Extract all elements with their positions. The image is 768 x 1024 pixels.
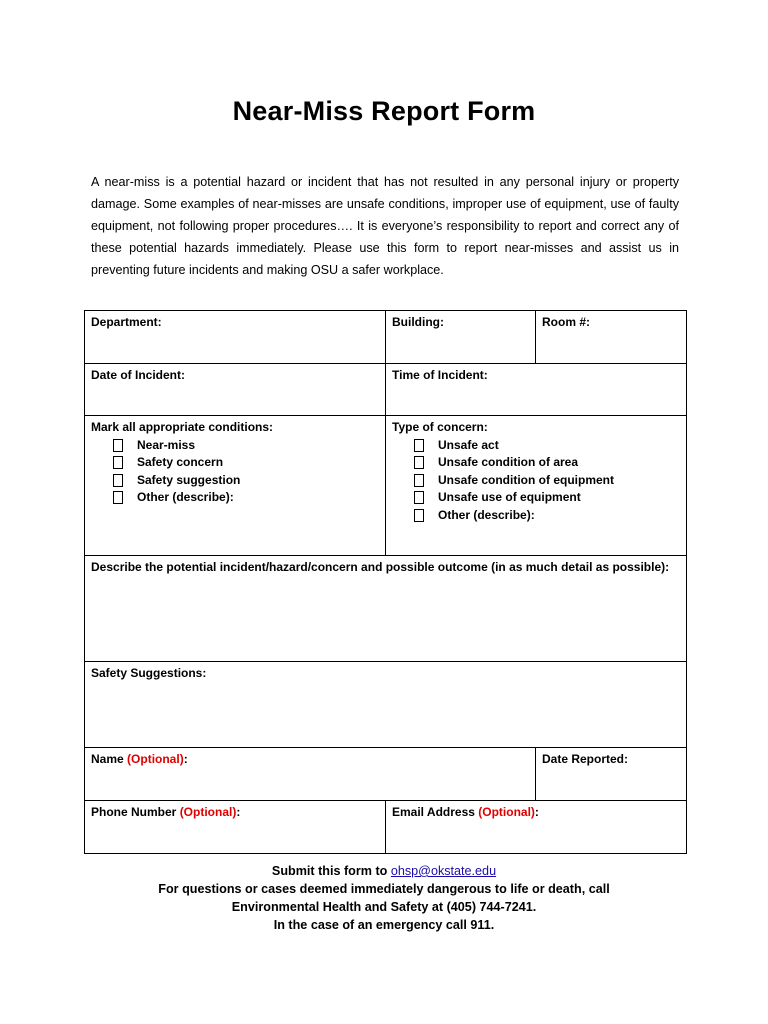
- optional-tag: (Optional): [478, 805, 535, 819]
- checkbox-icon[interactable]: [414, 509, 424, 522]
- safety-suggestions-label: Safety Suggestions:: [91, 666, 207, 680]
- date-of-incident-label: Date of Incident:: [91, 368, 186, 382]
- email-field[interactable]: [386, 801, 687, 854]
- footer: [0, 862, 768, 934]
- questions-line: For questions or cases deemed immediately dangerous to life or death, call: [158, 882, 610, 896]
- concern-option[interactable]: Unsafe use of equipment: [414, 489, 680, 507]
- room-label: Room #:: [542, 315, 590, 329]
- submit-email-link[interactable]: ohsp@okstate.edu: [390, 864, 497, 878]
- condition-option[interactable]: Safety suggestion: [113, 472, 379, 490]
- conditions-label: Mark all appropriate conditions:: [91, 420, 274, 434]
- email-label: Email Address (Optional):: [392, 805, 539, 819]
- condition-option[interactable]: Near-miss: [113, 437, 379, 455]
- safety-suggestions-field[interactable]: [85, 662, 687, 748]
- phone-label: Phone Number (Optional):: [91, 805, 241, 819]
- submit-line: Submit this form to ohsp@okstate.edu: [271, 864, 497, 878]
- concern-option[interactable]: Unsafe condition of equipment: [414, 472, 680, 490]
- checkbox-icon[interactable]: [414, 456, 424, 469]
- date-reported-label: Date Reported:: [542, 752, 629, 766]
- concern-option[interactable]: Other (describe):: [414, 507, 680, 525]
- conditions-list: [91, 437, 379, 507]
- contact-line: Environmental Health and Safety at (405) 744-7241.: [231, 900, 537, 914]
- checkbox-icon[interactable]: [113, 456, 123, 469]
- name-label: Name (Optional):: [91, 752, 188, 766]
- checkbox-icon[interactable]: [113, 474, 123, 487]
- intro-paragraph: A near-miss is a potential hazard or incident that has not resulted in any personal injury or property damage. Some examples of near-misses are unsafe conditions, improper use of equipment, use of faulty equipment, not following proper procedures…. It is everyone’s responsibility to report and correct any of these potential hazards immediately. Please use this form to report near-misses and assist us in preventing future incidents and making OSU a safer workplace.: [91, 174, 679, 277]
- building-label: Building:: [392, 315, 444, 329]
- page-title: Near-Miss Report Form: [232, 96, 536, 126]
- concern-list: [392, 437, 680, 525]
- room-field[interactable]: [536, 311, 687, 364]
- date-reported-field[interactable]: [536, 748, 687, 801]
- checkbox-icon[interactable]: [414, 474, 424, 487]
- phone-field[interactable]: [85, 801, 386, 854]
- concern-section: [386, 416, 687, 556]
- concern-option[interactable]: Unsafe act: [414, 437, 680, 455]
- name-field[interactable]: [85, 748, 536, 801]
- checkbox-icon[interactable]: [414, 439, 424, 452]
- report-form-table: [84, 310, 687, 854]
- emergency-line: In the case of an emergency call 911.: [273, 918, 495, 932]
- concern-label: Type of concern:: [392, 420, 488, 434]
- optional-tag: (Optional): [179, 805, 237, 819]
- describe-field[interactable]: [85, 556, 687, 662]
- describe-label: Describe the potential incident/hazard/concern and possible outcome (in as much detail as possible):: [91, 560, 670, 574]
- time-of-incident-label: Time of Incident:: [392, 368, 488, 382]
- checkbox-icon[interactable]: [113, 439, 123, 452]
- concern-option[interactable]: Unsafe condition of area: [414, 454, 680, 472]
- condition-option[interactable]: Other (describe):: [113, 489, 379, 507]
- department-field[interactable]: [85, 311, 386, 364]
- checkbox-icon[interactable]: [414, 491, 424, 504]
- building-field[interactable]: [386, 311, 536, 364]
- time-of-incident-field[interactable]: [386, 364, 687, 416]
- checkbox-icon[interactable]: [113, 491, 123, 504]
- optional-tag: (Optional): [127, 752, 184, 766]
- conditions-section: [85, 416, 386, 556]
- department-label: Department:: [91, 315, 162, 329]
- date-of-incident-field[interactable]: [85, 364, 386, 416]
- condition-option[interactable]: Safety concern: [113, 454, 379, 472]
